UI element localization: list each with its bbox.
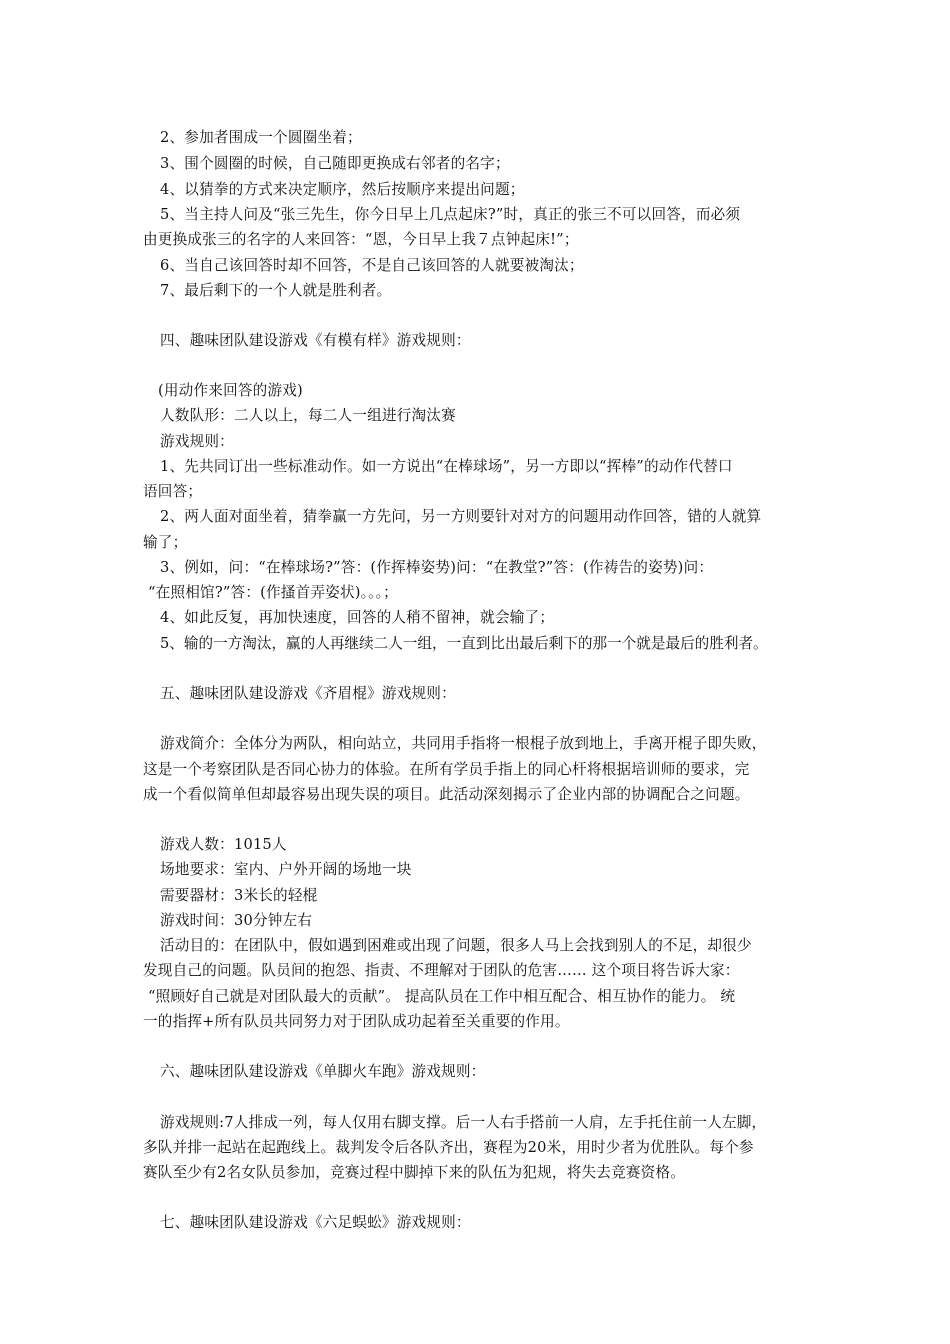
paragraph-line: 多队并排一起站在起跑线上。裁判发令后各队齐出，赛程为20米，用时少者为优胜队。每个参 — [143, 1139, 754, 1156]
detail-line: 游戏人数：1015人 — [160, 836, 287, 853]
rule-line: 6、当自己该回答时却不回答，不是自己该回答的人就要被淘汰； — [160, 257, 584, 274]
paragraph-line: 游戏规则:7人排成一列，每人仅用右脚支撑。后一人右手搭前一人肩，左手托住前一人左脚， — [160, 1114, 767, 1131]
rule-line: 2、两人面对面坐着，猜拳赢一方先问，另一方则要针对对方的问题用动作回答，错的人就算 — [160, 508, 762, 525]
rule-line: 2、参加者围成一个圆圈坐着； — [160, 129, 362, 146]
rule-line: 3、围个圆圈的时候，自己随即更换成右邻者的名字； — [160, 155, 510, 172]
rule-line: 游戏规则： — [160, 433, 234, 450]
detail-line: 发现自己的问题。队员间的抱怨、指责、不理解对于团队的危害…… 这个项目将告诉大家： — [143, 962, 740, 979]
rule-line: 4、以猜拳的方式来决定顺序，然后按顺序来提出问题； — [160, 181, 525, 198]
rule-line: 由更换成张三的名字的人来回答：“恩，今日早上我７点钟起床!”； — [143, 231, 579, 248]
rule-line: 7、最后剩下的一个人就是胜利者。 — [160, 282, 392, 299]
rule-line: 输了； — [143, 534, 188, 551]
section-heading: 四、趣味团队建设游戏《有模有样》游戏规则： — [160, 332, 471, 349]
section-heading: 五、趣味团队建设游戏《齐眉棍》游戏规则： — [160, 685, 456, 702]
paragraph-line: 赛队至少有2名女队员参加，竞赛过程中脚掉下来的队伍为犯规，将失去竞赛资格。 — [143, 1164, 686, 1181]
detail-line: 一的指挥+所有队员共同努力对于团队成功起着至关重要的作用。 — [143, 1013, 570, 1030]
paragraph-line: 这是一个考察团队是否同心协力的体验。在所有学员手指上的同心杆将根据培训师的要求，完 — [143, 761, 750, 778]
section-heading: 六、趣味团队建设游戏《单脚火车跑》游戏规则： — [160, 1063, 486, 1080]
rule-line: 语回答； — [143, 483, 203, 500]
rule-line: 5、输的一方淘汰，赢的人再继续二人一组，一直到比出最后剩下的那一个就是最后的胜利者。 — [160, 635, 768, 652]
rule-line: 1、先共同订出一些标准动作。如一方说出“在棒球场”，另一方即以“挥棒”的动作代替口 — [160, 458, 733, 475]
detail-line: “照顾好自己就是对团队最大的贡献”。 提高队员在工作中相互配合、相互协作的能力。 统 — [148, 988, 736, 1005]
rule-line: “在照相馆?”答：(作搔首弄姿状)。。。； — [148, 584, 398, 601]
section-heading: 七、趣味团队建设游戏《六足蜈蚣》游戏规则： — [160, 1214, 471, 1231]
paragraph-line: 成一个看似简单但却最容易出现失误的项目。此活动深刻揭示了企业内部的协调配合之问题。 — [143, 786, 750, 803]
detail-line: 活动目的：在团队中，假如遇到困难或出现了问题，很多人马上会找到别人的不足，却很少 — [160, 937, 752, 954]
detail-line: 游戏时间：30分钟左右 — [160, 912, 313, 929]
paragraph-line: 游戏简介：全体分为两队，相向站立，共同用手指将一根棍子放到地上，手离开棍子即失败， — [160, 735, 767, 752]
detail-line: 场地要求：室内、户外开阔的场地一块 — [160, 861, 412, 878]
rule-line: 4、如此反复，再加快速度，回答的人稍不留神，就会输了； — [160, 609, 555, 626]
rule-line: 5、当主持人问及“张三先生，你今日早上几点起床?”时，真正的张三不可以回答，而必须 — [160, 206, 741, 223]
rule-line: 3、例如，问：“在棒球场?”答：(作挥棒姿势)问：“在教堂?”答：(作祷告的姿势)问： — [160, 559, 714, 576]
rule-line: (用动作来回答的游戏) — [158, 382, 303, 399]
detail-line: 需要器材：3米长的轻棍 — [160, 887, 318, 904]
rule-line: 人数队形：二人以上，每二人一组进行淘汰赛 — [160, 407, 456, 424]
